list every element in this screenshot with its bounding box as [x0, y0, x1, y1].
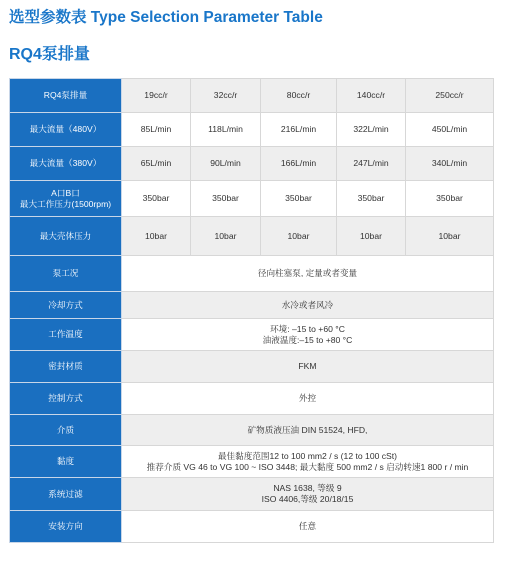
row-header [10, 217, 122, 256]
table-cell-merged [122, 319, 494, 351]
row-header [10, 351, 122, 383]
cell-text-line: 水冷或者风冷 [281, 299, 334, 310]
table-row [10, 319, 494, 351]
row-header-label: 最大工作压力(1500rpm) [19, 198, 112, 209]
cell-text-line: 推荐介质 VG 46 to VG 100 ~ ISO 3448; 最大黏度 500 mm2 / s 启动转速1 800 r / min [146, 461, 469, 472]
table-cell-merged [122, 478, 494, 511]
table-cell: 247L/min [337, 147, 406, 181]
page-title: 选型参数表 Type Selection Parameter Table [9, 9, 323, 26]
table-cell: 350bar [406, 181, 494, 217]
cell-text-line: 任意 [298, 521, 317, 532]
table-cell: 10bar [122, 217, 191, 256]
row-header [10, 181, 122, 217]
table-cell: 350bar [261, 181, 337, 217]
row-header-label: 安装方向 [48, 521, 83, 532]
row-header [10, 79, 122, 113]
cell-text-line: NAS 1638, 等级 9 [273, 483, 342, 494]
row-header-label: 最大壳体压力 [39, 230, 92, 241]
table-cell: 166L/min [261, 147, 337, 181]
table-cell: 10bar [337, 217, 406, 256]
table-row [10, 415, 494, 446]
row-header-label: 黏度 [56, 456, 75, 467]
row-header [10, 113, 122, 147]
row-header [10, 292, 122, 319]
table-row [10, 351, 494, 383]
row-header-label: 系统过滤 [48, 488, 83, 499]
table-row [10, 147, 494, 181]
table-row [10, 256, 494, 292]
table-cell: 19cc/r [122, 79, 191, 113]
table-cell: 118L/min [191, 113, 261, 147]
table-row [10, 181, 494, 217]
table-cell: 140cc/r [337, 79, 406, 113]
row-header-label: A口B口 [51, 187, 80, 198]
table-cell: 10bar [406, 217, 494, 256]
cell-text-line: FKM [298, 361, 317, 372]
table-cell: 85L/min [122, 113, 191, 147]
row-header [10, 256, 122, 292]
row-header [10, 147, 122, 181]
table-cell-merged [122, 256, 494, 292]
table-row [10, 511, 494, 543]
row-header-label: 最大流量（480V） [29, 124, 102, 135]
table-row [10, 446, 494, 478]
table-cell: 350bar [122, 181, 191, 217]
row-header-label: 工作温度 [48, 329, 83, 340]
cell-text-line: 环境: –15 to +60 °C [270, 323, 345, 334]
row-header-label: 密封材质 [48, 361, 83, 372]
table-cell: 65L/min [122, 147, 191, 181]
table-cell: 322L/min [337, 113, 406, 147]
cell-text-line: 油液温度:–15 to +80 °C [262, 334, 353, 345]
table-cell-merged [122, 446, 494, 478]
table-cell-merged [122, 351, 494, 383]
table-row [10, 79, 494, 113]
cell-text-line: 矿物质液压油 DIN 51524, HFD, [247, 424, 368, 435]
row-header [10, 319, 122, 351]
table-cell: 450L/min [406, 113, 494, 147]
row-header [10, 478, 122, 511]
cell-text-line: 外控 [298, 393, 317, 404]
cell-text-line: ISO 4406,等级 20/18/15 [261, 494, 354, 504]
row-header [10, 446, 122, 478]
table-row [10, 383, 494, 415]
row-header-label: 泵工况 [52, 268, 79, 279]
cell-text-line: 径向柱塞泵, 定量或者变量 [257, 268, 358, 279]
table-cell: 90L/min [191, 147, 261, 181]
table-cell: 350bar [337, 181, 406, 217]
row-header [10, 415, 122, 446]
table-cell: 80cc/r [261, 79, 337, 113]
row-header [10, 511, 122, 543]
table-cell-merged [122, 383, 494, 415]
table-row [10, 113, 494, 147]
table-cell: 32cc/r [191, 79, 261, 113]
table-cell-merged [122, 415, 494, 446]
row-header-label: 最大流量（380V） [29, 158, 102, 169]
table-cell: 216L/min [261, 113, 337, 147]
parameter-table [9, 78, 494, 543]
row-header [10, 383, 122, 415]
table-cell: 10bar [191, 217, 261, 256]
page-subtitle: RQ4泵排量 [9, 46, 90, 63]
table-row [10, 217, 494, 256]
table-cell: 350bar [191, 181, 261, 217]
table-cell: 340L/min [406, 147, 494, 181]
table-cell: 250cc/r [406, 79, 494, 113]
cell-text-line: 最佳黏度范围12 to 100 mm2 / s (12 to 100 cSt) [217, 450, 398, 461]
table-cell: 10bar [261, 217, 337, 256]
row-header-label: 冷却方式 [48, 299, 83, 310]
row-header-label: 控制方式 [48, 393, 83, 404]
row-header-label: 介质 [56, 424, 75, 435]
table-row [10, 292, 494, 319]
table-row [10, 478, 494, 511]
table-cell-merged [122, 511, 494, 543]
table-cell-merged [122, 292, 494, 319]
row-header-label: RQ4泵排量 [43, 90, 88, 101]
